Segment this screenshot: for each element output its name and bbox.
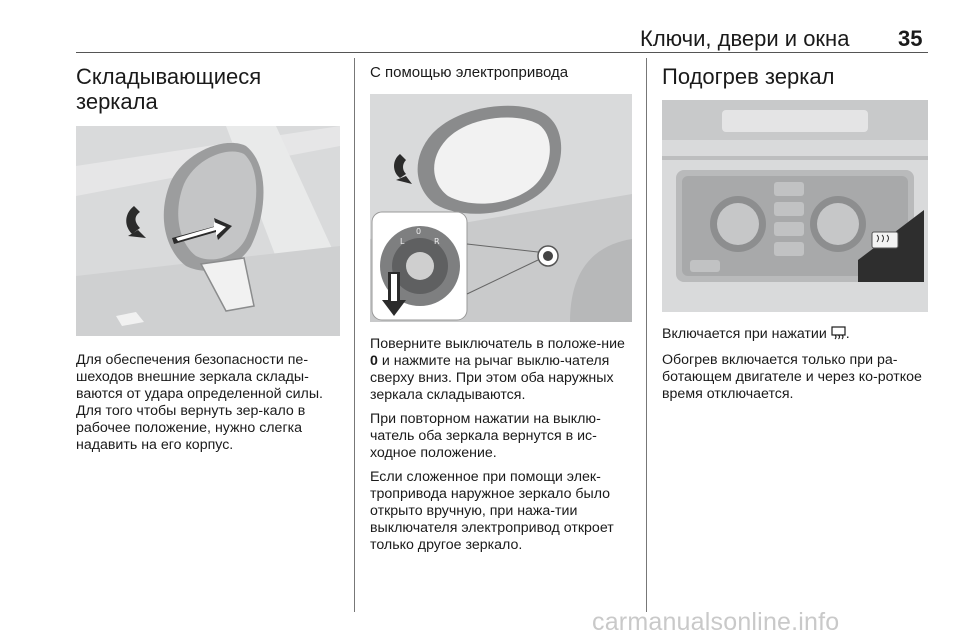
mirror-heating-title: Подогрев зеркал xyxy=(662,64,835,89)
electric-folding-text-1-after: и нажмите на рычаг выклю-чателя сверху вниз. При этом оба наружных зеркала складываются. xyxy=(370,353,614,403)
column-divider-1 xyxy=(354,58,355,612)
switch-position-zero: 0 xyxy=(370,353,378,369)
mirror-heating-text-1-after: . xyxy=(845,326,850,342)
mirror-heating-text-1-before: Включается при нажатии xyxy=(662,326,831,342)
electric-mirror-switch-illustration xyxy=(370,94,632,322)
rear-heater-icon xyxy=(831,326,846,345)
watermark: carmanualsonline.info xyxy=(592,608,840,636)
mirror-heating-text-2: Обогрев включается только при ра-ботающем двигателе и через ко-роткое время отключается. xyxy=(662,352,922,402)
column-folding-mirrors xyxy=(76,64,340,461)
mirror-heating-text-1 xyxy=(662,326,928,345)
electric-folding-text-1-before: Поверните выключатель в положе-ние xyxy=(370,336,625,352)
svg-text:R: R xyxy=(434,237,440,246)
header-rule xyxy=(76,52,928,53)
page-number: 35 xyxy=(898,26,923,51)
electric-folding-text-3: Если сложенное при помощи элек-тропривода наружное зеркало было открыто вручную, при нажа-тии выключателя электропривод откроет только другое зеркало. xyxy=(370,469,614,553)
electric-folding-text-2: При повторном нажатии на выклю-чатель оба зеркала вернутся в ис-ходное положение. xyxy=(370,411,601,461)
column-mirror-heating xyxy=(662,64,928,410)
folding-mirrors-title: Складывающиеся зеркала xyxy=(76,64,262,114)
electric-folding-text-1 xyxy=(370,336,632,404)
page-header-title: Ключи, двери и окна xyxy=(640,26,850,51)
electric-folding-title: С помощью электропривода xyxy=(370,64,569,81)
folding-mirror-illustration xyxy=(76,126,340,336)
folding-mirrors-text: Для обеспечения безопасности пе-шеходов внешние зеркала склады-ваются от удара определенной силы. Для того чтобы вернуть зер-кало в рабочее положение, нужно слегка надавить на его корпус. xyxy=(76,352,323,453)
column-divider-2 xyxy=(646,58,647,612)
svg-text:0: 0 xyxy=(416,227,422,236)
svg-text:L: L xyxy=(400,237,405,246)
climate-panel-illustration xyxy=(662,100,928,312)
column-electric-folding xyxy=(370,64,632,561)
